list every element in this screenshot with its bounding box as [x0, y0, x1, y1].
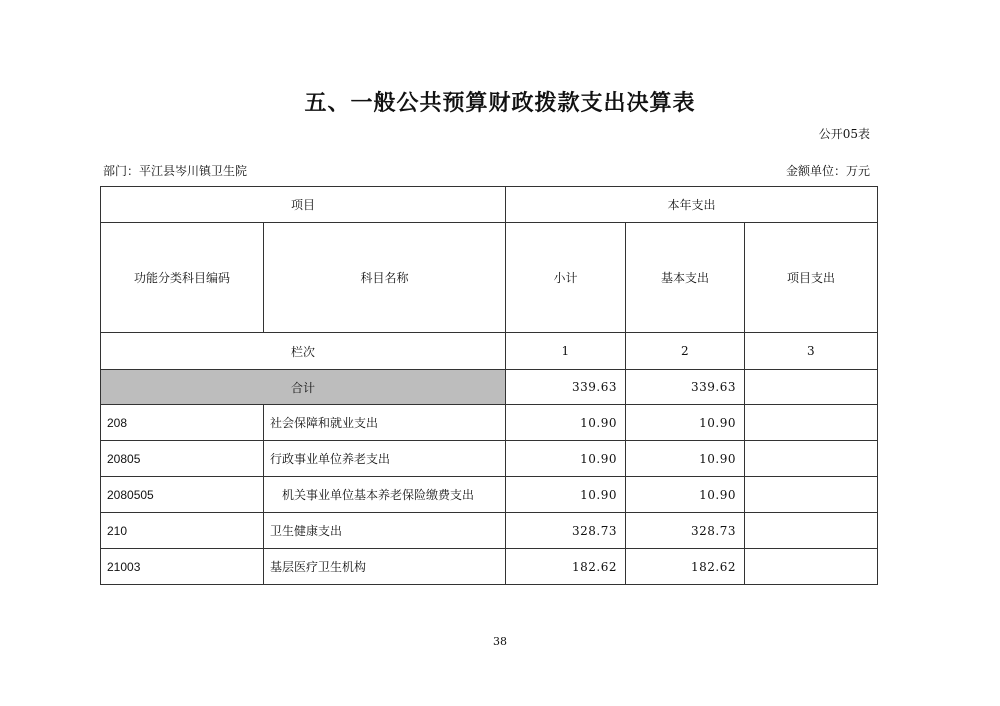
table-row	[101, 441, 878, 477]
row-basic: 182.62	[626, 549, 745, 585]
department-label: 部门：平江县岑川镇卫生院	[103, 164, 248, 178]
column-1: 1	[506, 333, 626, 370]
header-subtotal: 小计	[506, 223, 626, 333]
row-subtotal: 182.62	[506, 549, 626, 585]
header-current-year: 本年支出	[506, 187, 878, 223]
header-row-2	[101, 223, 878, 333]
row-basic: 10.90	[626, 477, 745, 513]
header-item: 项目	[101, 187, 506, 223]
total-project	[745, 370, 878, 405]
column-3: 3	[745, 333, 878, 370]
table-row	[101, 513, 878, 549]
unit-label: 金额单位：万元	[785, 164, 870, 178]
row-project	[745, 513, 878, 549]
total-subtotal: 339.63	[506, 370, 626, 405]
row-project	[745, 477, 878, 513]
expenditure-table	[100, 186, 878, 585]
row-project	[745, 441, 878, 477]
page-number: 38	[493, 635, 507, 648]
header-row-1	[101, 187, 878, 223]
row-name: 基层医疗卫生机构	[264, 549, 506, 585]
row-basic: 10.90	[626, 441, 745, 477]
row-basic: 10.90	[626, 405, 745, 441]
row-code: 21003	[101, 549, 264, 585]
row-code: 210	[101, 513, 264, 549]
total-basic: 339.63	[626, 370, 745, 405]
header-func-code: 功能分类科目编码	[101, 223, 264, 333]
header-subject-name: 科目名称	[264, 223, 506, 333]
column-2: 2	[626, 333, 745, 370]
document-title: 五、一般公共预算财政拨款支出决算表	[304, 91, 696, 116]
row-code: 2080505	[101, 477, 264, 513]
table-code: 公开05表	[818, 127, 870, 141]
row-name: 机关事业单位基本养老保险缴费支出	[264, 477, 506, 513]
row-subtotal: 10.90	[506, 477, 626, 513]
header-basic: 基本支出	[626, 223, 745, 333]
row-code: 208	[101, 405, 264, 441]
row-project	[745, 549, 878, 585]
row-name: 行政事业单位养老支出	[264, 441, 506, 477]
row-subtotal: 328.73	[506, 513, 626, 549]
total-row	[101, 370, 878, 405]
row-project	[745, 405, 878, 441]
row-name: 卫生健康支出	[264, 513, 506, 549]
row-code: 20805	[101, 441, 264, 477]
total-label: 合计	[101, 370, 506, 405]
table-row	[101, 405, 878, 441]
row-basic: 328.73	[626, 513, 745, 549]
row-name: 社会保障和就业支出	[264, 405, 506, 441]
table-row	[101, 477, 878, 513]
row-subtotal: 10.90	[506, 405, 626, 441]
table-row	[101, 549, 878, 585]
row-subtotal: 10.90	[506, 441, 626, 477]
header-project: 项目支出	[745, 223, 878, 333]
column-number-row	[101, 333, 878, 370]
column-label: 栏次	[101, 333, 506, 370]
